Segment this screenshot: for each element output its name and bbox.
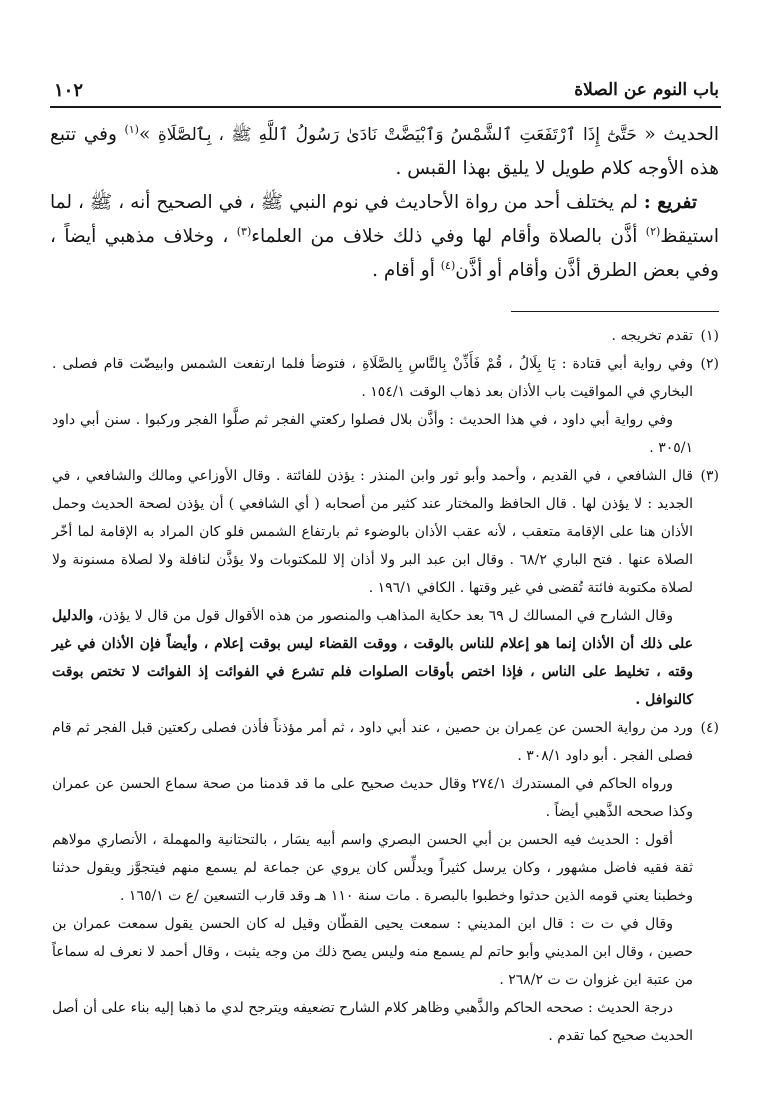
text-run: لم يختلف أحد من رواة الأحاديث في نوم النبي ﷺ ، في الصحيح أنه ، ﷺ ، لما استيقظ (50, 192, 720, 247)
footnote-text: ورد من رواية الحسن عن عِمران بن حصين ، عند أبي داود ، ثم أمر مؤذناً فأذن فصلى ركعتين قبل الفجر ثم قام فصلى الفجر . أبو داود ٣٠٨/١ . (52, 720, 693, 764)
header-rule (50, 106, 721, 108)
footnote-ref-2[interactable]: (٢) (645, 224, 661, 238)
main-text (50, 118, 719, 288)
footnote-3 (52, 462, 719, 602)
footnote-4-continuation: وقال في ت ت : قال ابن المديني : سمعت يحيى القطّان وقيل له كان الحسن يقول سمعت عمران بن حصين ، وقال ابن المديني وأبو حاتم لم يسمع منه وليس يصح ذلك من وجه يثبت ، وقال أحمد لا نعرف له سماعاً من عتبة ابن غزوان ت ت ٢٦٨/٢ . (52, 916, 693, 988)
emphasized-text: والدليل على ذلك أن الأذان إنما هو إعلام للناس بالوقت ، ووقت القضاء ليس بوقت إعلام ، وأيضاً فإن الأذان في غير وقته ، تخليط على الناس ، فإذا اختص بأوقات الصلوات فلم تشرع في الفوائت إذ الفوائت لا تختص بوقت كالنوافل . (52, 608, 693, 708)
text-run: الحديث « (636, 124, 719, 145)
footnote-1 (52, 322, 719, 350)
paragraph-hadith (50, 118, 719, 186)
footnote-3-continuation (52, 602, 719, 714)
footnote-number: (٢) (700, 356, 719, 372)
section-label: تفريع : (643, 192, 697, 213)
footnotes (52, 322, 719, 1050)
text-run: » (138, 124, 158, 145)
footnote-4-continuation: أقول : الحديث فيه الحسن بن أبي الحسن البصري واسم أبيه يسَار ، بالتحتانية والمهملة ، الأنصاري مولاهم ثقة فقيه فاضل مشهور ، وكان يرسل كثيراً ويدلِّس كان يروي عن جماعة لم يسمع منهم فيتجوَّز ويقول حدثنا وخطبنا يعني قومه الذين حدثوا وخطبوا بالبصرة . مات سنة ١١٠ هـ وقد قارب التسعين /ع ت ١٦٥/١ . (52, 832, 693, 904)
footnote-text: وفي رواية أبي قتادة : يَا بِلَالُ ، قُمْ فَأَذِّنْ بِالنَّاسِ بِالصَّلَاةِ ، فتوضأ فلما ارتفعت الشمس وابيضّت قام فصلى . البخاري في المواقيت باب الأذان بعد ذهاب الوقت ١٥٤/١ . (52, 356, 693, 400)
running-header (52, 78, 719, 104)
footnote-separator (511, 311, 719, 312)
text-run: أذَّن بالصلاة وأقام لها وفي ذلك خلاف من العلماء (251, 226, 646, 247)
footnote-number: (١) (700, 328, 719, 344)
footnote-ref-3[interactable]: (٣) (236, 224, 252, 238)
chapter-title: باب النوم عن الصلاة (574, 80, 719, 100)
text-run: وقال الشارح في المسالك ل ٦٩ بعد حكاية المذاهب والمنصور من هذه الأقوال قول من قال لا يؤذن، (93, 608, 673, 624)
footnote-4 (52, 714, 719, 770)
footnote-4-continuation: ورواه الحاكم في المستدرك ٢٧٤/١ وقال حديث صحيح على ما قد قدمنا من صحة سماع الحسن عن عمران وكذا صححه الذَّهبي أيضاً . (52, 776, 693, 820)
footnote-text: قال الشافعي ، في القديم ، وأحمد وأبو ثور وابن المنذر : يؤذن للفائتة . وقال الأوزاعي ومالك والشافعي ، في الجديد : لا يؤذن لها . قال الحافظ والمختار عند كثير من أصحابه ( أي الشافعي ) أن يؤذن لصحة الحديث وحمل الأذان هنا على الإقامة متعقب ، لأنه عقب الأذان بالوضوء ثم بارتفاع الشمس فلو كان المراد به الإقامة لما أخّر الصلاة عنها . فتح الباري ٦٨/٢ . وقال ابن عبد البر ولا أذان إلا للمكتوبات ولا يؤذَّن لنافلة ولا لصلاة مسنونة ولا لصلاة مكتوبة فائتة تُقضى في غير وقتها . الكافي ١٩٦/١ . (52, 468, 693, 596)
page-number: ١٠٢ (54, 80, 84, 101)
footnote-ref-4[interactable]: (٤) (440, 258, 456, 272)
footnote-number: (٤) (700, 720, 719, 736)
quoted-verse: حَتَّىٰٓ إِذَا ٱرْتَفَعَتِ ٱلشَّمْسُ وَٱبْيَضَّتْ نَادَىٰ رَسُولُ ٱللَّهِ ﷺ ، بِٱلصَّلَاةِ (157, 125, 637, 145)
text-run: ، وخلاف مذهبي أيضاً ، وفي بعض الطرق أذَّن وأقام أو أذَّن (50, 226, 719, 281)
footnote-number: (٣) (700, 468, 719, 484)
footnote-text: تقدم تخريجه . (611, 328, 693, 344)
paragraph-tafri (50, 186, 719, 288)
text-run: أو أقام . (372, 260, 441, 281)
text-run: وفي تتبع هذه الأوجه كلام طويل لا يليق بهذا القبس . (50, 124, 719, 179)
footnote-2-continuation: وفي رواية أبي داود ، في هذا الحديث : وأذَّن بلال فصلوا ركعتي الفجر ثم صلَّوا الفجر وركبوا . سنن أبي داود ٣٠٥/١ . (52, 412, 693, 456)
footnote-ref-1[interactable]: (١) (124, 122, 139, 136)
footnote-4-continuation: درجة الحديث : صححه الحاكم والذَّهبي وظاهر كلام الشارح تضعيفه ويترجح لدي ما ذهبا إليه بناء على أن أصل الحديث صحيح كما تقدم . (52, 1000, 693, 1044)
footnote-2 (52, 350, 719, 406)
